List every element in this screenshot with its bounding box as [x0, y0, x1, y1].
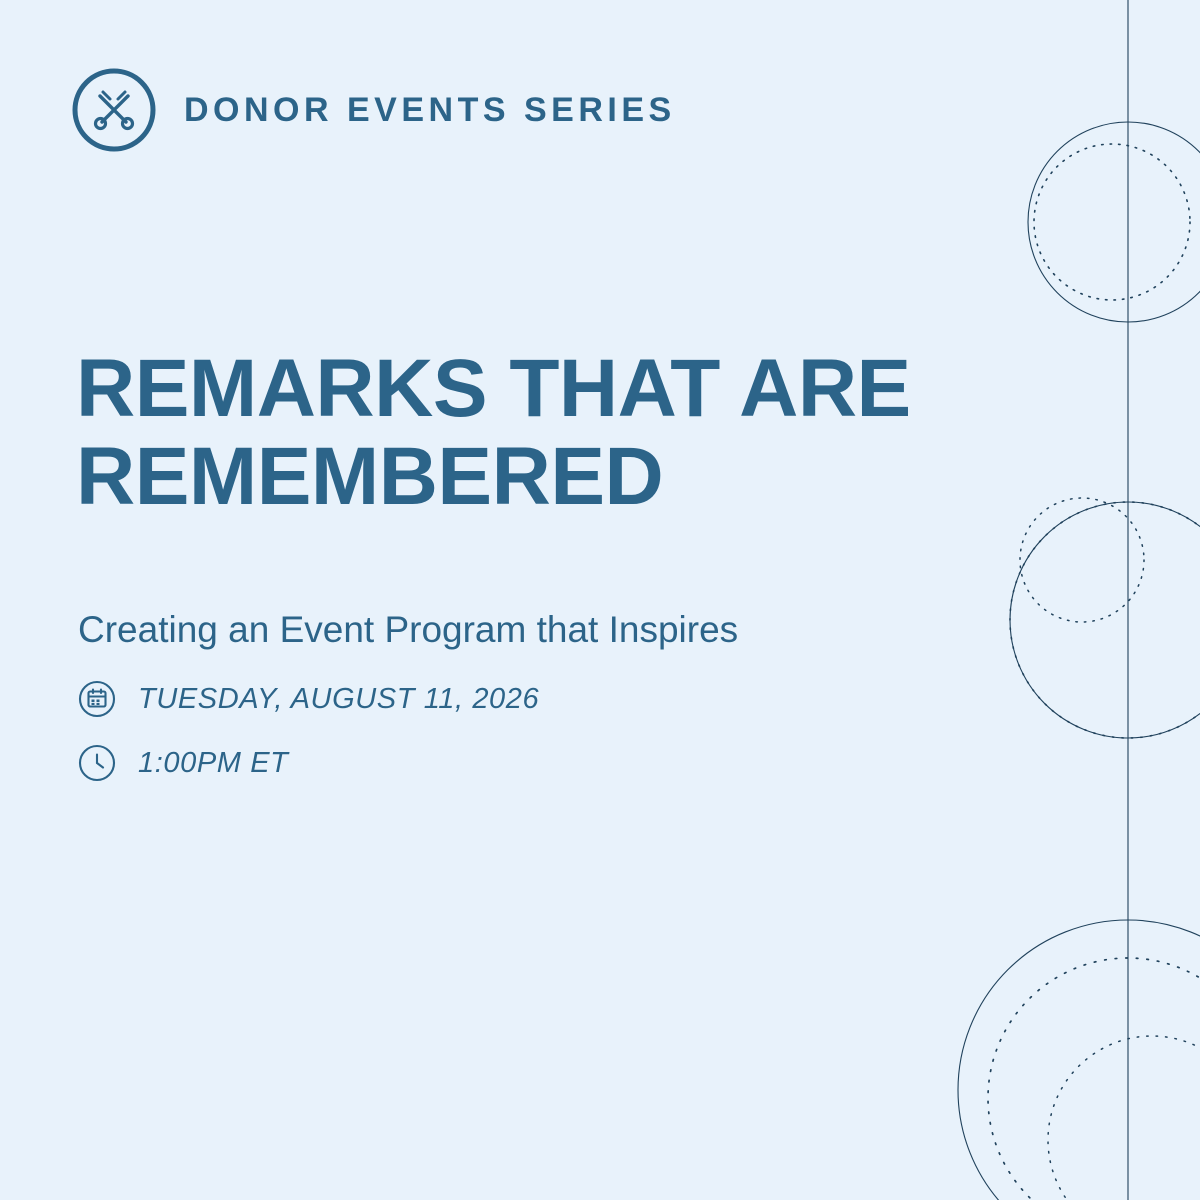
brand-header — [72, 68, 676, 152]
page-title: REMARKS THAT ARE REMEMBERED — [76, 342, 911, 522]
event-date-row — [78, 680, 539, 718]
event-date: TUESDAY, AUGUST 11, 2026 — [138, 682, 540, 715]
page-subtitle: Creating an Event Program that Inspires — [78, 609, 739, 650]
clock-icon — [78, 744, 116, 782]
calendar-icon — [78, 680, 116, 718]
event-time-row — [78, 744, 539, 782]
event-details — [78, 680, 539, 782]
event-time: 1:00PM ET — [138, 746, 289, 779]
series-name: DONOR EVENTS SERIES — [184, 90, 676, 129]
dotted-circles-vertical-line-graphic — [860, 0, 1200, 1200]
crossed-keys-in-circle-icon — [72, 68, 156, 152]
